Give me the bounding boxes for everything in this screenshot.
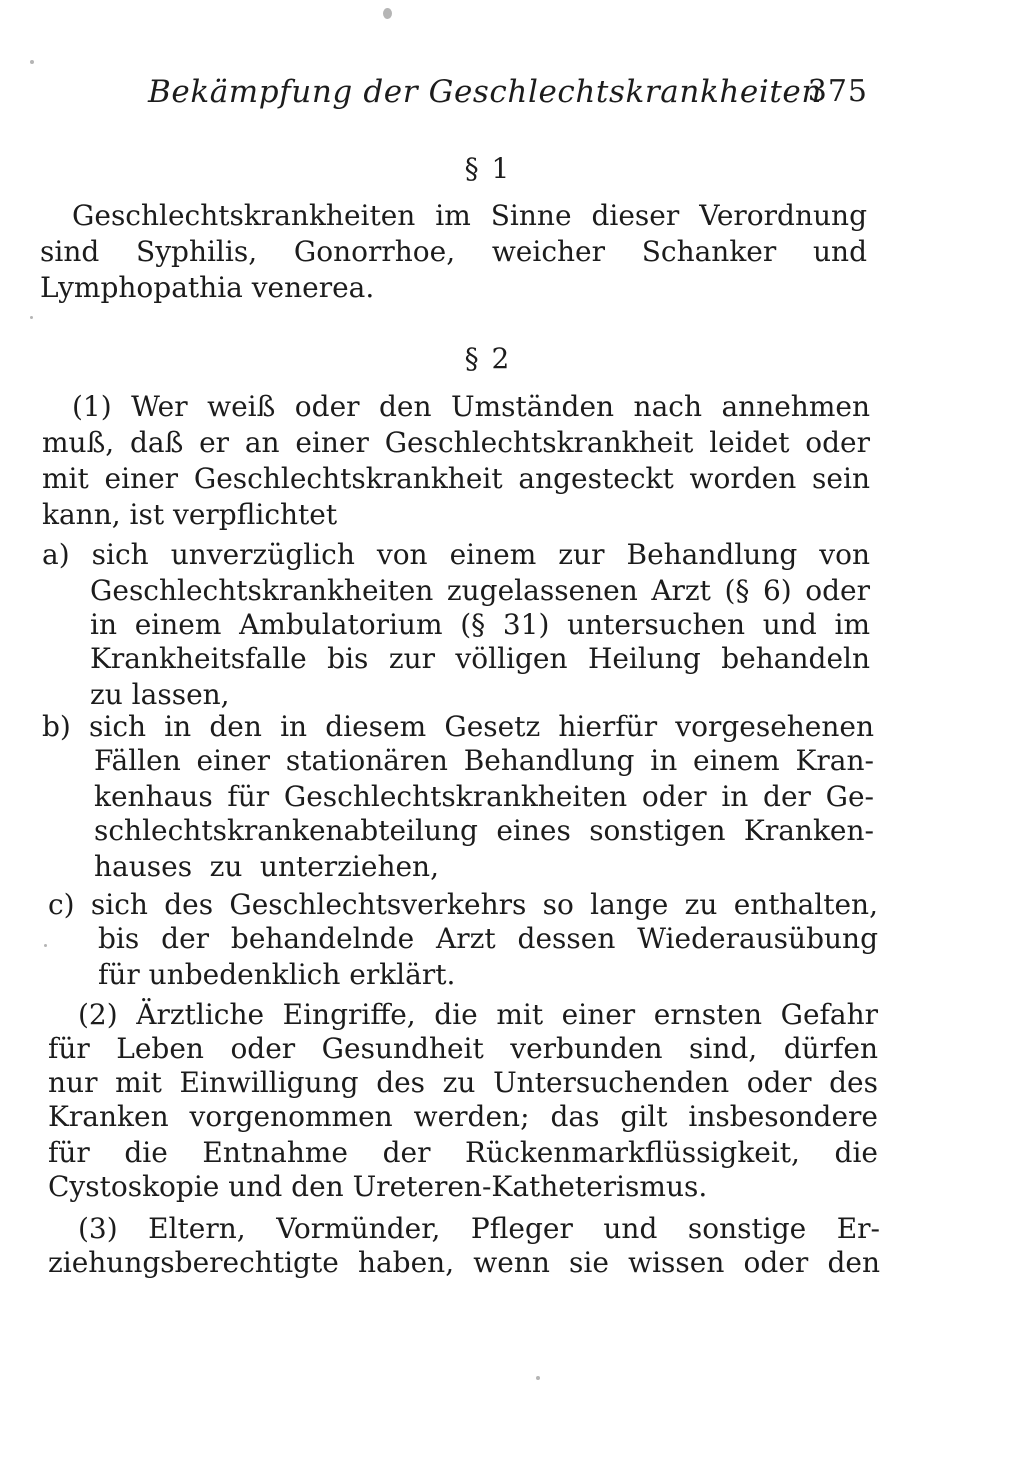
running-title: Bekämpfung der Geschlechtskrankheiten [148,74,822,110]
scan-speck [44,944,47,947]
scan-speck [383,8,392,19]
text-line: a) sich unverzüglich von einem zur Behandlung von [42,538,870,571]
text-line: ziehungsberechtigte haben, wenn sie wissen oder den [48,1246,880,1279]
page-number: 375 [807,74,868,109]
page-header [148,74,868,124]
text-line: Geschlechtskrankheiten zugelassenen Arzt (§ 6) oder [90,574,870,607]
text-line: hauses zu unterziehen, [94,850,439,883]
text-line: kenhaus für Geschlechtskrankheiten oder in der Ge- [94,780,874,813]
text-line: für unbedenklich erklärt. [98,958,456,991]
text-line: sind Syphilis, Gonorrhoe, weicher Schanker und [40,235,867,268]
text-line: (2) Ärztliche Eingriffe, die mit einer ernsten Gefahr [78,998,878,1031]
section-2-heading: § 2 [464,342,512,375]
scan-speck [30,60,34,64]
text-line: bis der behandelnde Arzt dessen Wiederausübung [98,922,878,955]
section-1-heading: § 1 [464,152,512,185]
text-line: kann, ist verpflichtet [42,498,338,531]
text-line: c) sich des Geschlechtsverkehrs so lange zu enthalten, [48,888,878,921]
scan-speck [536,1376,540,1380]
text-line: mit einer Geschlechtskrankheit angesteckt worden sein [42,462,870,495]
text-line: Cystoskopie und den Ureteren-Katheterismus. [48,1170,708,1203]
text-line: zu lassen, [90,678,230,711]
text-line: Geschlechtskrankheiten im Sinne dieser Verordnung [72,199,867,232]
text-line: Lymphopathia venerea. [40,271,375,304]
text-line: schlechtskrankenabteilung eines sonstigen Kranken- [94,814,874,847]
text-line: nur mit Einwilligung des zu Untersuchenden oder des [48,1066,878,1099]
text-line: (1) Wer weiß oder den Umständen nach annehmen [72,390,870,423]
text-line: für Leben oder Gesundheit verbunden sind, dürfen [48,1032,878,1065]
text-line: Fällen einer stationären Behandlung in einem Kran- [94,744,874,777]
text-line: für die Entnahme der Rückenmarkflüssigkeit, die [48,1136,878,1169]
text-line: Krankheitsfalle bis zur völligen Heilung behandeln [90,642,870,675]
text-line: in einem Ambulatorium (§ 31) untersuchen und im [90,608,870,641]
scan-speck [30,316,33,319]
text-line: b) sich in den in diesem Gesetz hierfür vorgesehenen [42,710,874,743]
text-line: (3) Eltern, Vormünder, Pfleger und sonstige Er- [78,1212,880,1245]
text-line: Kranken vorgenommen werden; das gilt insbesondere [48,1100,878,1133]
text-line: muß, daß er an einer Geschlechtskrankheit leidet oder [42,426,870,459]
